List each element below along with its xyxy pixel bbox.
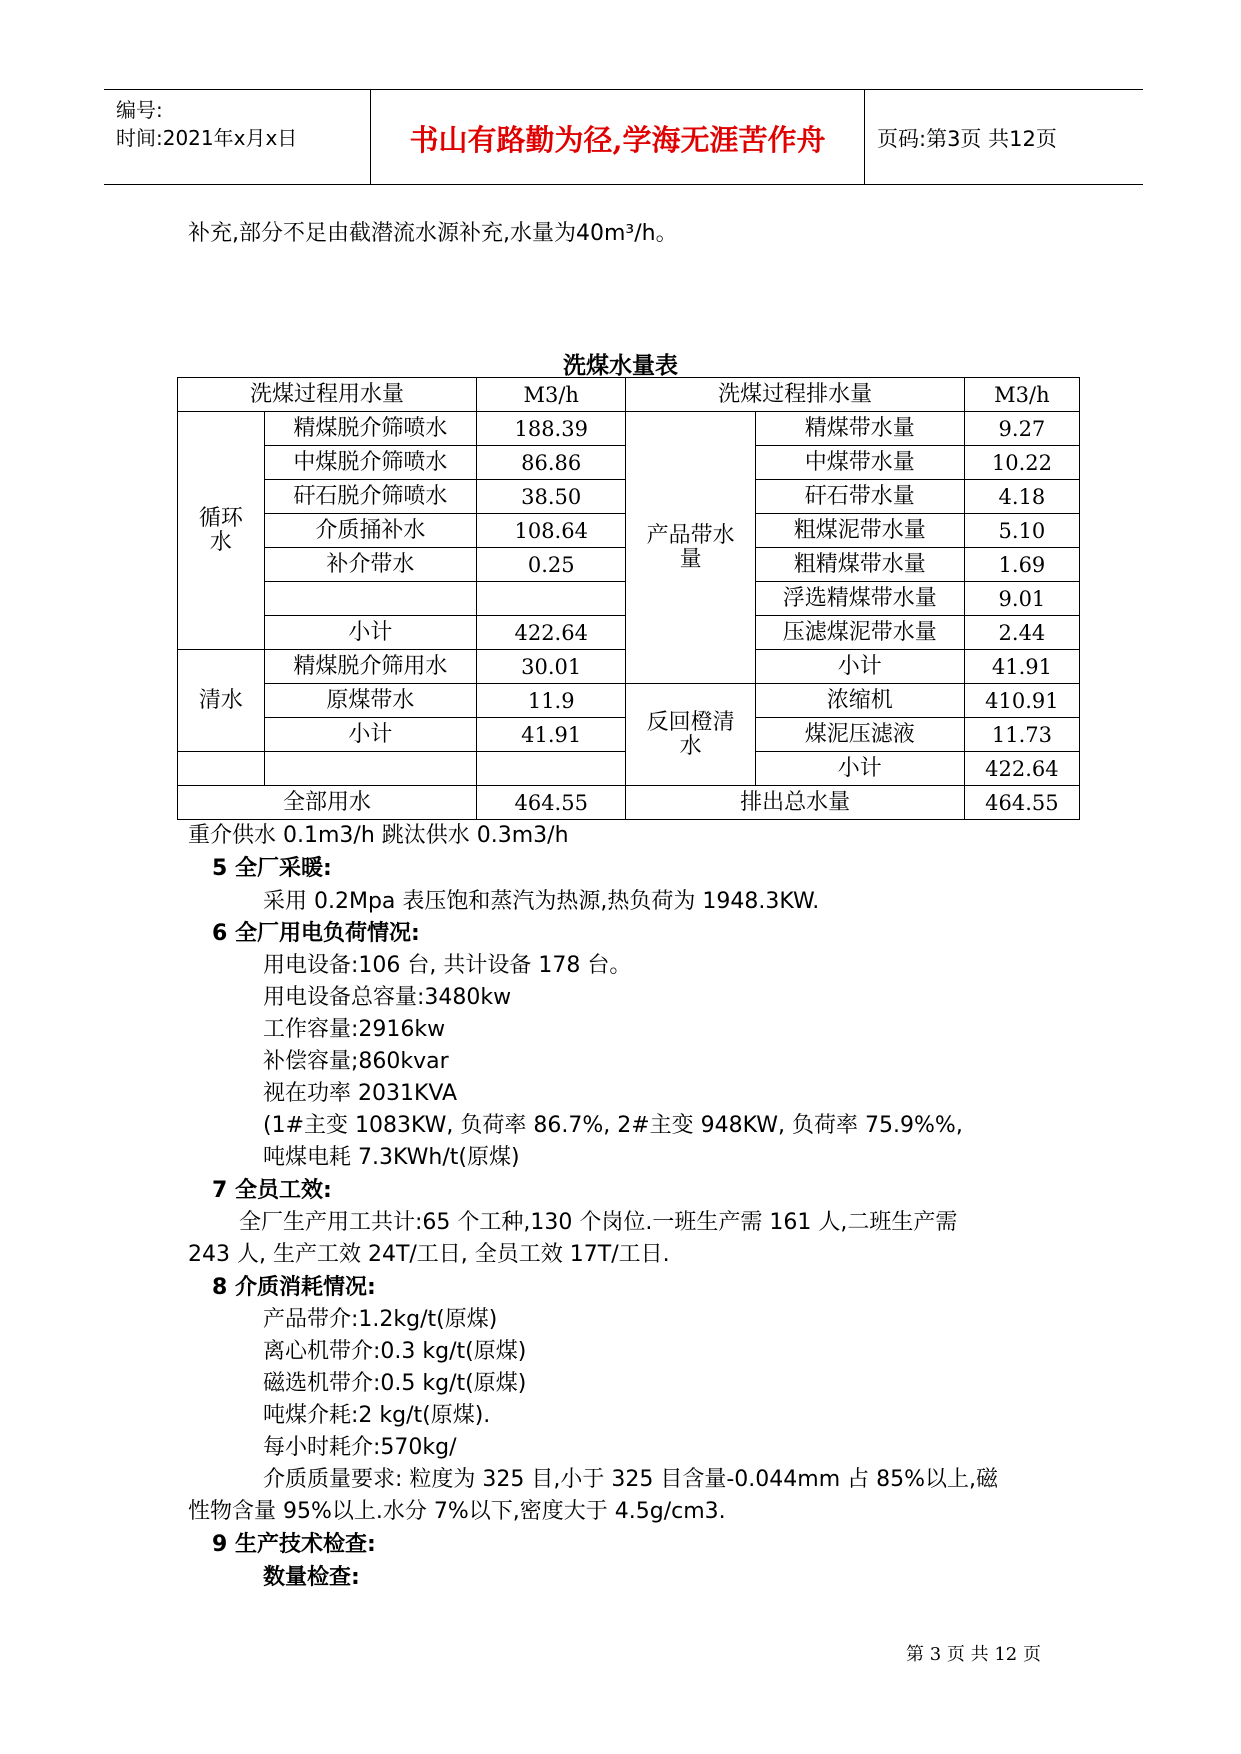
table-total-cell: 排出总水量 xyxy=(626,786,964,820)
section-8-quality: 性物含量 95%以上.水分 7%以下,密度大于 4.5g/cm3. xyxy=(188,1499,726,1524)
table-cell: 小计 xyxy=(264,616,476,650)
group-label: 循环水 xyxy=(198,505,243,555)
table-cell xyxy=(264,752,476,786)
table-cell: 精煤带水量 xyxy=(755,412,964,446)
table-cell: 11.9 xyxy=(476,684,625,718)
table-cell: 浓缩机 xyxy=(755,684,964,718)
table-cell: 矸石带水量 xyxy=(755,480,964,514)
header-motto: 书山有路勤为径,学海无涯苦作舟 xyxy=(409,123,826,157)
table-cell: 30.01 xyxy=(476,650,625,684)
table-cell: 矸石脱介筛喷水 xyxy=(264,480,476,514)
table-cell: 410.91 xyxy=(964,684,1079,718)
section-7-text: 全厂生产用工共计:65 个工种,130 个岗位.一班生产需 161 人,二班生产需 xyxy=(239,1210,958,1235)
section-6-line: 工作容量:2916kw xyxy=(263,1017,446,1042)
section-5-title: 5 全厂采暖: xyxy=(212,856,332,881)
intro-paragraph: 补充,部分不足由截潜流水源补充,水量为40m³/h。 xyxy=(188,221,678,246)
table-total-cell: 464.55 xyxy=(476,786,625,820)
table-cell: 422.64 xyxy=(964,752,1079,786)
table-cell: 中煤脱介筛喷水 xyxy=(264,446,476,480)
header-center-cell xyxy=(371,90,865,184)
table-cell: 2.44 xyxy=(964,616,1079,650)
table-cell: 0.25 xyxy=(476,548,625,582)
table-cell: 108.64 xyxy=(476,514,625,548)
table-header-cell: M3/h xyxy=(964,378,1079,412)
table-cell: 精煤脱介筛喷水 xyxy=(264,412,476,446)
table-row xyxy=(178,378,1080,412)
section-6-line: 视在功率 2031KVA xyxy=(263,1081,458,1106)
group-label-cell: 清水 xyxy=(178,650,265,752)
section-9-title: 9 生产技术检查: xyxy=(212,1532,376,1557)
table-header-cell: M3/h xyxy=(476,378,625,412)
section-8-line: 离心机带介:0.3 kg/t(原煤) xyxy=(263,1339,527,1364)
table-row xyxy=(178,412,1080,446)
table-cell: 9.01 xyxy=(964,582,1079,616)
table-cell: 小计 xyxy=(755,752,964,786)
table-cell: 粗煤泥带水量 xyxy=(755,514,964,548)
section-8-line: 吨煤介耗:2 kg/t(原煤). xyxy=(263,1403,491,1428)
section-8-line: 每小时耗介:570kg/ xyxy=(263,1435,457,1460)
section-8-line: 磁选机带介:0.5 kg/t(原煤) xyxy=(263,1371,527,1396)
group-label-cell xyxy=(626,684,755,786)
table-cell: 煤泥压滤液 xyxy=(755,718,964,752)
table-cell: 38.50 xyxy=(476,480,625,514)
page-footer: 第 3 页 共 12 页 xyxy=(906,1644,1041,1665)
table-cell: 粗精煤带水量 xyxy=(755,548,964,582)
table-cell: 10.22 xyxy=(964,446,1079,480)
table-cell: 浮选精煤带水量 xyxy=(755,582,964,616)
table-cell: 422.64 xyxy=(476,616,625,650)
table-cell: 压滤煤泥带水量 xyxy=(755,616,964,650)
section-6-line: (1#主变 1083KW, 负荷率 86.7%, 2#主变 948KW, 负荷率 75.9%%, xyxy=(263,1113,963,1138)
table-total-cell: 全部用水 xyxy=(178,786,477,820)
group-label-cell xyxy=(626,412,755,684)
header-left-cell xyxy=(104,90,371,184)
table-cell: 中煤带水量 xyxy=(755,446,964,480)
table-header-cell: 洗煤过程用水量 xyxy=(178,378,477,412)
table-cell: 41.91 xyxy=(476,718,625,752)
table-cell xyxy=(178,752,265,786)
document-time-label: 时间:2021年x月x日 xyxy=(116,126,298,150)
table-cell: 188.39 xyxy=(476,412,625,446)
group-label: 产品带水量 xyxy=(646,522,735,572)
table-cell: 5.10 xyxy=(964,514,1079,548)
table-cell: 小计 xyxy=(755,650,964,684)
document-number-label: 编号: xyxy=(116,98,163,122)
table-header-cell: 洗煤过程排水量 xyxy=(626,378,964,412)
water-table xyxy=(177,377,1080,820)
section-7-text: 243 人, 生产工效 24T/工日, 全员工效 17T/工日. xyxy=(188,1242,670,1267)
table-cell xyxy=(264,582,476,616)
table-cell: 补介带水 xyxy=(264,548,476,582)
table-cell xyxy=(476,752,625,786)
table-cell: 原煤带水 xyxy=(264,684,476,718)
table-row xyxy=(178,786,1080,820)
table-total-cell: 464.55 xyxy=(964,786,1079,820)
table-cell xyxy=(476,582,625,616)
section-7-title: 7 全员工效: xyxy=(212,1178,332,1203)
table-cell: 1.69 xyxy=(964,548,1079,582)
section-8-line: 产品带介:1.2kg/t(原煤) xyxy=(263,1307,498,1332)
table-cell: 9.27 xyxy=(964,412,1079,446)
table-title: 洗煤水量表 xyxy=(563,353,678,379)
table-cell: 4.18 xyxy=(964,480,1079,514)
section-8-title: 8 介质消耗情况: xyxy=(212,1275,376,1300)
table-cell: 小计 xyxy=(264,718,476,752)
page-header xyxy=(104,89,1143,185)
table-cell: 精煤脱介筛用水 xyxy=(264,650,476,684)
section-6-line: 用电设备总容量:3480kw xyxy=(263,985,512,1010)
section-6-title: 6 全厂用电负荷情况: xyxy=(212,921,420,946)
group-label-cell xyxy=(178,412,265,650)
header-right-cell xyxy=(865,90,1143,184)
section-6-line: 用电设备:106 台, 共计设备 178 台。 xyxy=(263,953,632,978)
table-cell: 86.86 xyxy=(476,446,625,480)
section-6-line: 吨煤电耗 7.3KWh/t(原煤) xyxy=(263,1145,520,1170)
group-label: 反回橙清水 xyxy=(646,709,735,759)
header-page-info: 页码:第3页 共12页 xyxy=(877,127,1057,151)
section-8-quality: 介质质量要求: 粒度为 325 目,小于 325 目含量-0.044mm 占 85%以上,磁 xyxy=(263,1467,999,1492)
table-cell: 11.73 xyxy=(964,718,1079,752)
table-cell: 41.91 xyxy=(964,650,1079,684)
section-5-text: 采用 0.2Mpa 表压饱和蒸汽为热源,热负荷为 1948.3KW. xyxy=(263,889,820,914)
section-6-line: 补偿容量;860kvar xyxy=(263,1049,449,1074)
table-cell: 介质捅补水 xyxy=(264,514,476,548)
table-row xyxy=(178,684,1080,718)
section-9-subtitle: 数量检查: xyxy=(263,1565,360,1590)
supply-line: 重介供水 0.1m3/h 跳汰供水 0.3m3/h xyxy=(188,823,569,848)
